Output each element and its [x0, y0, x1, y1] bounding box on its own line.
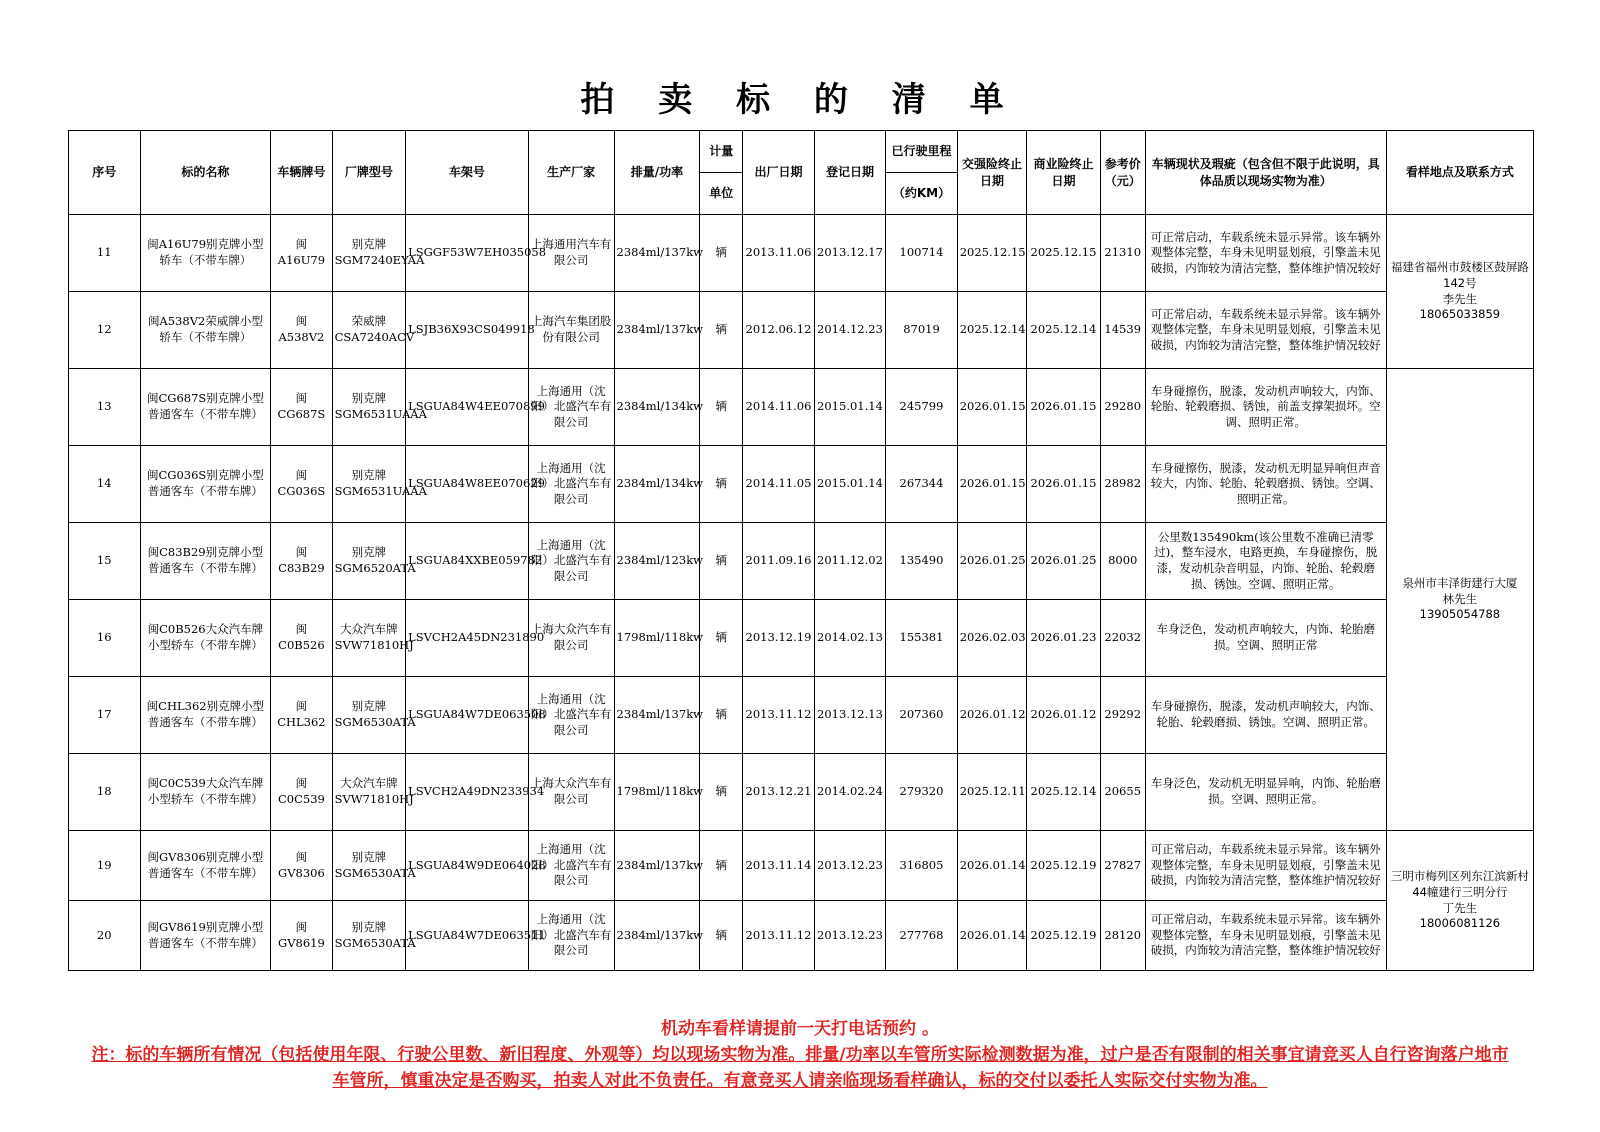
cell-reg-date: 2013.12.17	[814, 215, 886, 292]
cell-ins-commercial: 2025.12.19	[1027, 901, 1101, 971]
header-name: 标的名称	[140, 131, 271, 215]
header-ins-compulsory: 交强险终止日期	[957, 131, 1026, 215]
cell-displacement: 1798ml/118kw	[614, 600, 700, 677]
contact-person: 丁先生	[1442, 900, 1478, 915]
cell-maker: 上海大众汽车有限公司	[528, 600, 614, 677]
cell-unit: 辆	[700, 600, 743, 677]
cell-reg-date: 2013.12.23	[814, 901, 886, 971]
cell-factory-date: 2014.11.05	[743, 446, 815, 523]
cell-mileage: 100714	[886, 215, 958, 292]
cell-displacement: 2384ml/137kw	[614, 901, 700, 971]
cell-ins-commercial: 2025.12.19	[1027, 831, 1101, 901]
cell-model: 别克牌SGM6531UAAA	[332, 446, 406, 523]
cell-ref-price: 14539	[1100, 292, 1145, 369]
table-row	[69, 831, 1534, 901]
cell-name: 闽CHL362别克牌小型普通客车（不带车牌）	[140, 677, 271, 754]
cell-reg-date: 2015.01.14	[814, 446, 886, 523]
cell-reg-date: 2014.12.23	[814, 292, 886, 369]
cell-unit: 辆	[700, 754, 743, 831]
table-row	[69, 369, 1534, 446]
cell-name: 闽GV8619别克牌小型普通客车（不带车牌）	[140, 901, 271, 971]
cell-unit: 辆	[700, 215, 743, 292]
header-ins-commercial: 商业险终止日期	[1027, 131, 1101, 215]
table-row	[69, 292, 1534, 369]
header-ref-price: 参考价（元）	[1100, 131, 1145, 215]
cell-name: 闽C0B526大众汽车牌小型轿车（不带车牌）	[140, 600, 271, 677]
cell-ref-price: 22032	[1100, 600, 1145, 677]
cell-name: 闽GV8306别克牌小型普通客车（不带车牌）	[140, 831, 271, 901]
table-body	[69, 215, 1534, 971]
cell-ins-commercial: 2025.12.14	[1027, 292, 1101, 369]
contact-phone: 18006081126	[1419, 916, 1501, 931]
cell-reg-date: 2015.01.14	[814, 369, 886, 446]
cell-factory-date: 2011.09.16	[743, 523, 815, 600]
cell-seq: 19	[69, 831, 141, 901]
cell-ref-price: 28120	[1100, 901, 1145, 971]
cell-seq: 16	[69, 600, 141, 677]
cell-vin: LSJB36X93CS049918	[406, 292, 529, 369]
cell-mileage: 135490	[886, 523, 958, 600]
cell-displacement: 2384ml/137kw	[614, 831, 700, 901]
table-row	[69, 754, 1534, 831]
contact-address: 福建省福州市鼓楼区鼓屏路142号	[1390, 260, 1529, 290]
cell-ins-commercial: 2025.12.15	[1027, 215, 1101, 292]
cell-seq: 15	[69, 523, 141, 600]
cell-reg-date: 2011.12.02	[814, 523, 886, 600]
cell-maker: 上海通用（沈阳）北盛汽车有限公司	[528, 901, 614, 971]
cell-maker: 上海汽车集团股份有限公司	[528, 292, 614, 369]
cell-ins-commercial: 2026.01.12	[1027, 677, 1101, 754]
cell-ins-compulsory: 2026.01.12	[957, 677, 1026, 754]
cell-reg-date: 2014.02.13	[814, 600, 886, 677]
cell-name: 闽CG036S别克牌小型普通客车（不带车牌）	[140, 446, 271, 523]
cell-vin: LSGUA84W7DE063508	[406, 677, 529, 754]
cell-ins-compulsory: 2025.12.15	[957, 215, 1026, 292]
cell-ins-commercial: 2026.01.23	[1027, 600, 1101, 677]
cell-displacement: 2384ml/137kw	[614, 215, 700, 292]
table-row	[69, 446, 1534, 523]
cell-ref-price: 27827	[1100, 831, 1145, 901]
cell-seq: 13	[69, 369, 141, 446]
cell-model: 别克牌SGM6530ATA	[332, 831, 406, 901]
cell-ins-commercial: 2025.12.14	[1027, 754, 1101, 831]
cell-ins-compulsory: 2026.01.25	[957, 523, 1026, 600]
cell-seq: 12	[69, 292, 141, 369]
cell-factory-date: 2013.11.12	[743, 677, 815, 754]
cell-factory-date: 2012.06.12	[743, 292, 815, 369]
page-title: 拍 卖 标 的 清 单	[580, 80, 1020, 120]
cell-plate: 闽A538V2	[271, 292, 332, 369]
cell-ins-compulsory: 2026.01.14	[957, 831, 1026, 901]
cell-factory-date: 2013.11.06	[743, 215, 815, 292]
cell-maker: 上海通用（沈阳）北盛汽车有限公司	[528, 446, 614, 523]
cell-plate: 闽C83B29	[271, 523, 332, 600]
table-row	[69, 677, 1534, 754]
cell-condition: 公里数135490km(该公里数不准确已清零过)，整车浸水，电路更换，车身碰擦伤，脱漆，发动机杂音明显，内饰、轮胎、轮毂磨损、锈蚀。空调、照明正常。	[1145, 523, 1386, 600]
header-plate: 车辆牌号	[271, 131, 332, 215]
header-displacement: 排量/功率	[614, 131, 700, 215]
cell-vin: LSGUA84W4EE070899	[406, 369, 529, 446]
header-seq: 序号	[69, 131, 141, 215]
cell-unit: 辆	[700, 901, 743, 971]
table-row	[69, 600, 1534, 677]
cell-factory-date: 2013.12.21	[743, 754, 815, 831]
cell-condition: 车身碰擦伤，脱漆，发动机声响较大，内饰、轮胎、轮毂磨损、锈蚀，前盖支撑架损坏。空调、照明正常。	[1145, 369, 1386, 446]
cell-reg-date: 2014.02.24	[814, 754, 886, 831]
table-header	[69, 131, 1534, 215]
disclaimer-note: 注：标的车辆所有情况（包括使用年限、行驶公里数、新旧程度、外观等）均以现场实物为准。排量/功率以车管所实际检测数据为准，过户是否有限制的相关事宜请竞买人自行咨询落户地市车管所，慎重决定是否购买，拍卖人对此不负责任。有意竞买人请亲临现场看样确认，标的交付以委托人实际交付实物为准。	[91, 1045, 1509, 1091]
cell-plate: 闽CHL362	[271, 677, 332, 754]
cell-mileage: 155381	[886, 600, 958, 677]
cell-condition: 车身碰擦伤，脱漆，发动机无明显异响但声音较大，内饰、轮胎、轮毂磨损、锈蚀。空调、照明正常。	[1145, 446, 1386, 523]
cell-vin: LSGGF53W7EH035058	[406, 215, 529, 292]
cell-maker: 上海通用汽车有限公司	[528, 215, 614, 292]
contact-cell	[1386, 369, 1533, 831]
cell-name: 闽C83B29别克牌小型普通客车（不带车牌）	[140, 523, 271, 600]
cell-unit: 辆	[700, 292, 743, 369]
cell-vin: LSGUA84W8EE070629	[406, 446, 529, 523]
cell-reg-date: 2013.12.13	[814, 677, 886, 754]
table-row	[69, 523, 1534, 600]
cell-ins-compulsory: 2025.12.11	[957, 754, 1026, 831]
cell-model: 大众汽车牌SVW71810HJ	[332, 600, 406, 677]
header-contact: 看样地点及联系方式	[1386, 131, 1533, 215]
header-mileage-bottom: （约KM）	[886, 173, 958, 215]
cell-ins-compulsory: 2026.01.14	[957, 901, 1026, 971]
cell-displacement: 1798ml/118kw	[614, 754, 700, 831]
cell-condition: 车身泛色，发动机无明显异响，内饰、轮胎磨损。空调、照明正常。	[1145, 754, 1386, 831]
cell-mileage: 267344	[886, 446, 958, 523]
cell-mileage: 207360	[886, 677, 958, 754]
cell-unit: 辆	[700, 677, 743, 754]
cell-ins-compulsory: 2026.01.15	[957, 369, 1026, 446]
contact-address: 泉州市丰泽街建行大厦	[1402, 576, 1518, 591]
cell-unit: 辆	[700, 831, 743, 901]
cell-name: 闽CG687S别克牌小型普通客车（不带车牌）	[140, 369, 271, 446]
cell-factory-date: 2013.12.19	[743, 600, 815, 677]
cell-condition: 可正常启动，车载系统未显示异常。该车辆外观整体完整，车身未见明显划痕，引擎盖未见破损，内饰较为清洁完整，整体维护情况较好	[1145, 215, 1386, 292]
cell-ins-compulsory: 2026.01.15	[957, 446, 1026, 523]
appointment-note: 机动车看样请提前一天打电话预约 。	[661, 1019, 939, 1039]
cell-displacement: 2384ml/123kw	[614, 523, 700, 600]
cell-condition: 车身泛色，发动机声响较大，内饰、轮胎磨损。空调、照明正常	[1145, 600, 1386, 677]
cell-model: 别克牌SGM7240EYAA	[332, 215, 406, 292]
cell-mileage: 245799	[886, 369, 958, 446]
cell-seq: 18	[69, 754, 141, 831]
cell-plate: 闽CG036S	[271, 446, 332, 523]
cell-ref-price: 8000	[1100, 523, 1145, 600]
cell-mileage: 279320	[886, 754, 958, 831]
cell-maker: 上海大众汽车有限公司	[528, 754, 614, 831]
cell-plate: 闽C0B526	[271, 600, 332, 677]
contact-address: 三明市梅列区列东江滨新村44幢建行三明分行	[1390, 869, 1529, 899]
contact-person: 林先生	[1442, 591, 1478, 606]
cell-vin: LSGUA84W7DE063511	[406, 901, 529, 971]
cell-maker: 上海通用（沈阳）北盛汽车有限公司	[528, 523, 614, 600]
cell-name: 闽A16U79别克牌小型轿车（不带车牌）	[140, 215, 271, 292]
cell-ins-commercial: 2026.01.25	[1027, 523, 1101, 600]
cell-factory-date: 2014.11.06	[743, 369, 815, 446]
cell-ins-compulsory: 2025.12.14	[957, 292, 1026, 369]
cell-condition: 可正常启动，车载系统未显示异常。该车辆外观整体完整，车身未见明显划痕，引擎盖未见破损，内饰较为清洁完整，整体维护情况较好	[1145, 901, 1386, 971]
cell-model: 大众汽车牌SVW71810HJ	[332, 754, 406, 831]
header-model: 厂牌型号	[332, 131, 406, 215]
contact-person: 李先生	[1442, 291, 1478, 306]
cell-seq: 17	[69, 677, 141, 754]
cell-vin: LSGUA84W9DE064028	[406, 831, 529, 901]
cell-vin: LSGUA84XXBE059782	[406, 523, 529, 600]
cell-condition: 可正常启动，车载系统未显示异常。该车辆外观整体完整，车身未见明显划痕，引擎盖未见破损，内饰较为清洁完整，整体维护情况较好	[1145, 831, 1386, 901]
cell-vin: LSVCH2A45DN231890	[406, 600, 529, 677]
header-unit-top: 计量	[700, 131, 743, 173]
cell-ref-price: 21310	[1100, 215, 1145, 292]
cell-mileage: 316805	[886, 831, 958, 901]
cell-maker: 上海通用（沈阳）北盛汽车有限公司	[528, 831, 614, 901]
cell-ins-commercial: 2026.01.15	[1027, 369, 1101, 446]
cell-plate: 闽GV8619	[271, 901, 332, 971]
cell-displacement: 2384ml/134kw	[614, 369, 700, 446]
header-condition: 车辆现状及瑕疵（包含但不限于此说明，具体品质以现场实物为准）	[1145, 131, 1386, 215]
cell-plate: 闽GV8306	[271, 831, 332, 901]
cell-ref-price: 28982	[1100, 446, 1145, 523]
cell-model: 荣威牌CSA7240ACV	[332, 292, 406, 369]
cell-model: 别克牌SGM6530ATA	[332, 901, 406, 971]
contact-phone: 18065033859	[1419, 307, 1501, 322]
cell-model: 别克牌SGM6530ATA	[332, 677, 406, 754]
cell-seq: 20	[69, 901, 141, 971]
cell-ins-commercial: 2026.01.15	[1027, 446, 1101, 523]
cell-displacement: 2384ml/137kw	[614, 292, 700, 369]
table-row	[69, 901, 1534, 971]
cell-maker: 上海通用（沈阳）北盛汽车有限公司	[528, 677, 614, 754]
cell-model: 别克牌SGM6520ATA	[332, 523, 406, 600]
cell-vin: LSVCH2A49DN233934	[406, 754, 529, 831]
cell-seq: 11	[69, 215, 141, 292]
cell-ref-price: 29280	[1100, 369, 1145, 446]
contact-phone: 13905054788	[1419, 607, 1501, 622]
cell-condition: 车身碰擦伤，脱漆，发动机声响较大，内饰、轮胎、轮毂磨损、锈蚀。空调、照明正常。	[1145, 677, 1386, 754]
notes	[90, 1016, 1510, 1094]
cell-mileage: 87019	[886, 292, 958, 369]
cell-plate: 闽CG687S	[271, 369, 332, 446]
cell-ins-compulsory: 2026.02.03	[957, 600, 1026, 677]
cell-reg-date: 2013.12.23	[814, 831, 886, 901]
header-vin: 车架号	[406, 131, 529, 215]
cell-plate: 闽A16U79	[271, 215, 332, 292]
header-mileage-top: 已行驶里程	[886, 131, 958, 173]
cell-mileage: 277768	[886, 901, 958, 971]
cell-seq: 14	[69, 446, 141, 523]
contact-cell	[1386, 215, 1533, 369]
cell-factory-date: 2013.11.14	[743, 831, 815, 901]
cell-displacement: 2384ml/137kw	[614, 677, 700, 754]
cell-name: 闽C0C539大众汽车牌小型轿车（不带车牌）	[140, 754, 271, 831]
header-unit-bottom: 单位	[700, 173, 743, 215]
cell-displacement: 2384ml/134kw	[614, 446, 700, 523]
cell-plate: 闽C0C539	[271, 754, 332, 831]
table-row	[69, 215, 1534, 292]
cell-ref-price: 29292	[1100, 677, 1145, 754]
cell-unit: 辆	[700, 446, 743, 523]
contact-cell	[1386, 831, 1533, 971]
cell-model: 别克牌SGM6531UAAA	[332, 369, 406, 446]
cell-unit: 辆	[700, 523, 743, 600]
header-factory-date: 出厂日期	[743, 131, 815, 215]
cell-unit: 辆	[700, 369, 743, 446]
cell-ref-price: 20655	[1100, 754, 1145, 831]
auction-list-table	[68, 130, 1534, 971]
cell-name: 闽A538V2荣威牌小型轿车（不带车牌）	[140, 292, 271, 369]
header-maker: 生产厂家	[528, 131, 614, 215]
cell-condition: 可正常启动，车载系统未显示异常。该车辆外观整体完整，车身未见明显划痕，引擎盖未见破损，内饰较为清洁完整，整体维护情况较好	[1145, 292, 1386, 369]
header-reg-date: 登记日期	[814, 131, 886, 215]
cell-factory-date: 2013.11.12	[743, 901, 815, 971]
cell-maker: 上海通用（沈阳）北盛汽车有限公司	[528, 369, 614, 446]
